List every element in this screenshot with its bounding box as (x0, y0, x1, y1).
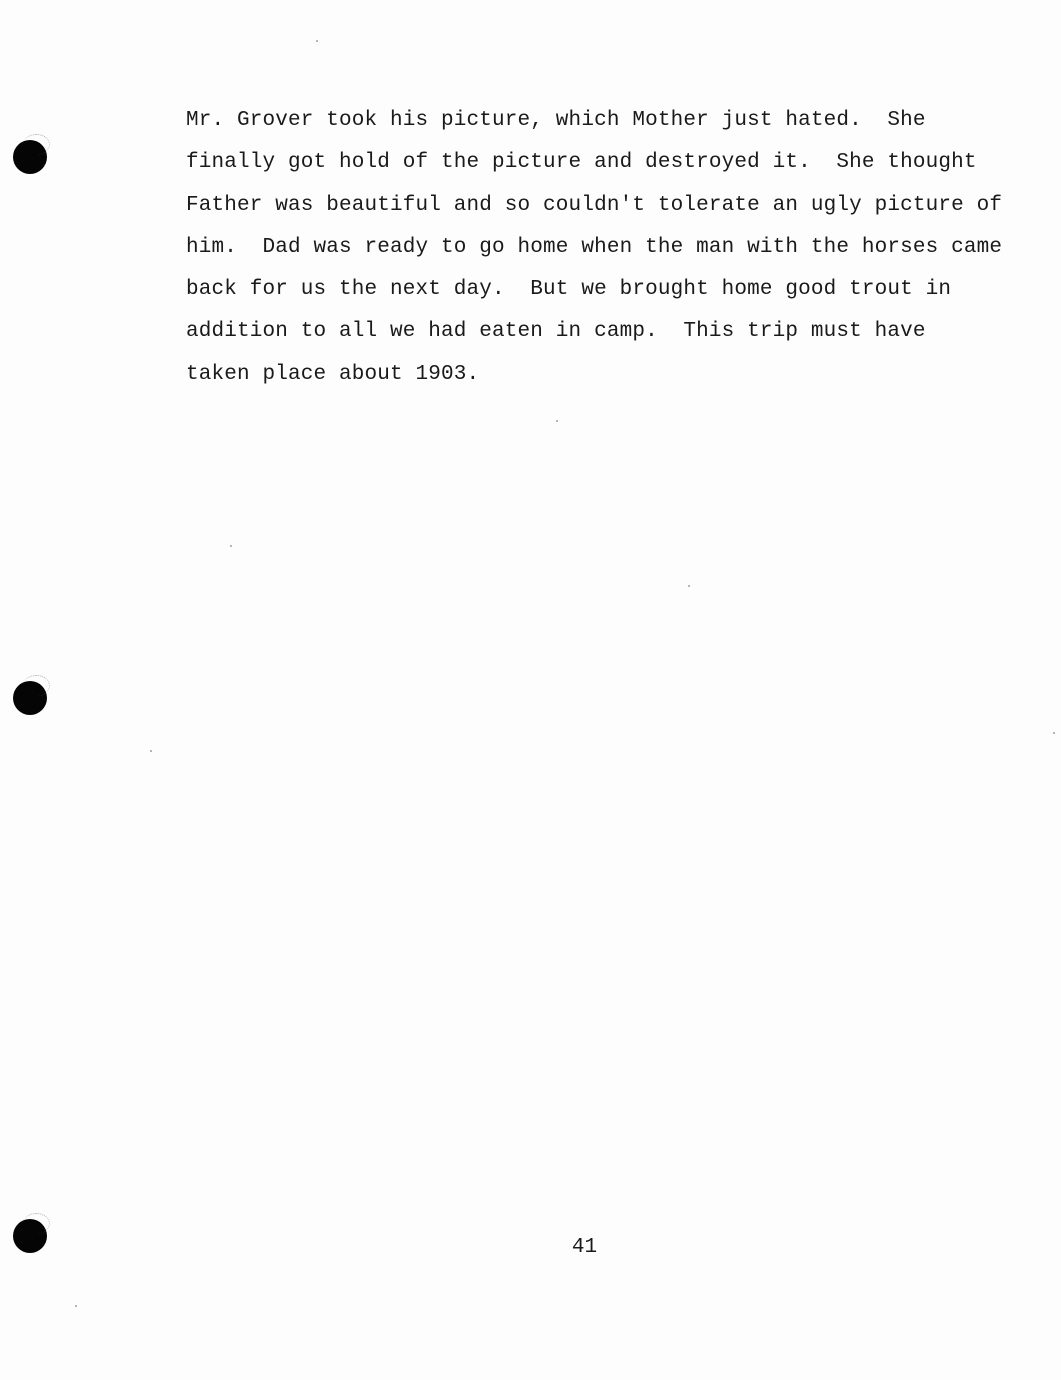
binder-hole (13, 681, 47, 715)
text-line: back for us the next day. But we brought home good trout in (186, 278, 952, 302)
page-number: 41 (571, 1236, 598, 1259)
paper-speck (150, 750, 152, 752)
paper-speck (688, 585, 690, 587)
paper-speck (316, 40, 318, 42)
text-line: Mr. Grover took his picture, which Mother just hated. She (186, 109, 926, 132)
paper-speck (556, 420, 558, 422)
paper-speck (75, 1305, 77, 1307)
paper-speck (230, 545, 232, 547)
text-line: finally got hold of the picture and destroyed it. She thought (186, 151, 977, 175)
binder-hole (13, 140, 47, 174)
body-text (186, 100, 1026, 396)
text-line: Father was beautiful and so couldn't tolerate an ugly picture of (186, 193, 1003, 217)
text-line: him. Dad was ready to go home when the man with the horses came (186, 235, 1003, 259)
text-line: addition to all we had eaten in camp. This trip must have (186, 320, 926, 344)
paper-speck (1053, 732, 1055, 734)
text-line: taken place about 1903. (186, 362, 480, 386)
